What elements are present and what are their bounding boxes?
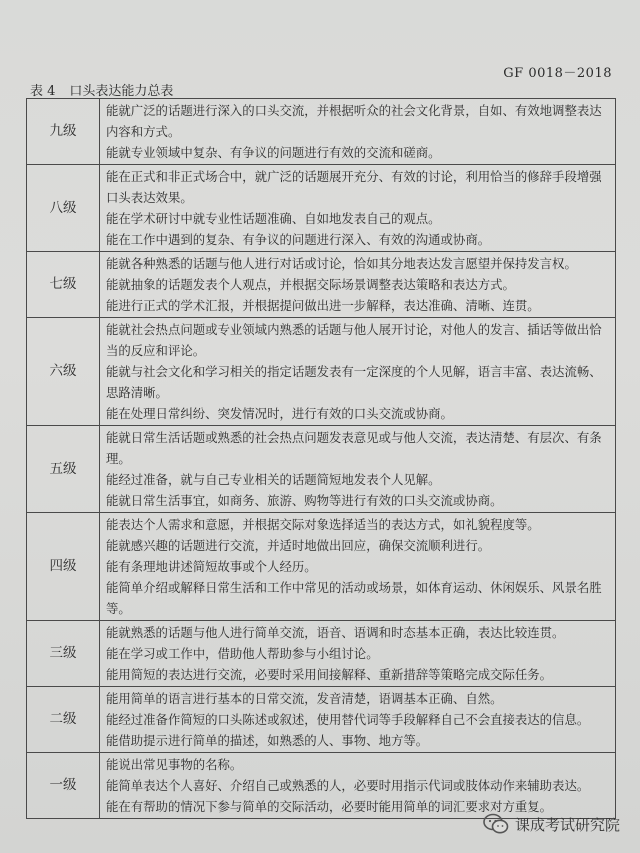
- description-line: 能在学术研讨中就专业性话题准确、自如地发表自己的观点。: [106, 211, 441, 226]
- level-name: 二级: [27, 687, 100, 753]
- level-description: [100, 621, 616, 687]
- level-description: [100, 318, 616, 426]
- level-description: [100, 165, 616, 252]
- wechat-icon: [483, 813, 509, 835]
- description-line: 能有条理地讲述简短故事或个人经历。: [106, 559, 317, 574]
- description-line: 能说出常见事物的名称。: [106, 757, 243, 772]
- doc-code: GF 0018－2018: [503, 66, 612, 81]
- level-name: 六级: [27, 318, 100, 426]
- description-line: 能就抽象的话题发表个人观点，并根据交际场景调整表达策略和表达方式。: [106, 277, 515, 292]
- table-row: [27, 99, 616, 165]
- level-name: 八级: [27, 165, 100, 252]
- level-description: [100, 687, 616, 753]
- table-row: [27, 252, 616, 318]
- oral-expression-table: [26, 98, 616, 819]
- table-row: [27, 426, 616, 513]
- table-row: [27, 753, 616, 819]
- table-title: 口头表达能力总表: [69, 84, 174, 99]
- description-line: 能在正式和非正式场合中，就广泛的话题展开充分、有效的讨论，利用恰当的修辞手段增强口头表达效果。: [106, 169, 602, 205]
- description-line: 能用简单的语言进行基本的日常交流，发音清楚，语调基本正确、自然。: [106, 691, 503, 706]
- description-line: 能就感兴趣的话题进行交流，并适时地做出回应，确保交流顺利进行。: [106, 538, 491, 553]
- table-number: 表 4: [30, 84, 56, 99]
- description-line: 能就专业领域中复杂、有争议的问题进行有效的交流和磋商。: [106, 145, 441, 160]
- description-line: 能就与社会文化和学习相关的指定话题发表有一定深度的个人见解，语言丰富、表达流畅、思路清晰。: [106, 364, 602, 400]
- description-line: 能就社会热点问题或专业领域内熟悉的话题与他人展开讨论，对他人的发言、插话等做出恰当的反应和评论。: [106, 322, 602, 358]
- description-line: 能简单介绍或解释日常生活和工作中常见的活动或场景，如体育运动、休闲娱乐、风景名胜等。: [106, 580, 602, 616]
- description-line: 能表达个人需求和意愿，并根据交际对象选择适当的表达方式，如礼貌程度等。: [106, 517, 540, 532]
- description-line: 能就各种熟悉的话题与他人进行对话或讨论，恰如其分地表达发言愿望并保持发言权。: [106, 256, 577, 271]
- level-description: [100, 99, 616, 165]
- table-row: [27, 621, 616, 687]
- description-line: 能进行正式的学术汇报，并根据提问做出进一步解释，表达准确、清晰、连贯。: [106, 298, 540, 313]
- watermark: [483, 813, 620, 835]
- level-description: [100, 753, 616, 819]
- description-line: 能就广泛的话题进行深入的口头交流，并根据听众的社会文化背景，自如、有效地调整表达内容和方式。: [106, 103, 602, 139]
- table-row: [27, 513, 616, 621]
- description-line: 能在有帮助的情况下参与简单的交际活动，必要时能用简单的词汇要求对方重复。: [106, 799, 553, 814]
- level-name: 七级: [27, 252, 100, 318]
- description-line: 能就日常生活话题或熟悉的社会热点问题发表意见或与他人交流，表达清楚、有层次、有条理。: [106, 430, 602, 466]
- description-line: 能借助提示进行简单的描述，如熟悉的人、事物、地方等。: [106, 733, 429, 748]
- watermark-text: 课成考试研究院: [514, 815, 620, 834]
- description-line: 能就熟悉的话题与他人进行简单交流，语音、语调和时态基本正确，表达比较连贯。: [106, 625, 565, 640]
- level-description: [100, 426, 616, 513]
- description-line: 能用简短的表达进行交流，必要时采用间接解释、重新措辞等策略完成交际任务。: [106, 667, 553, 682]
- description-line: 能就日常生活事宜，如商务、旅游、购物等进行有效的口头交流或协商。: [106, 493, 503, 508]
- level-description: [100, 252, 616, 318]
- level-name: 九级: [27, 99, 100, 165]
- description-line: 能简单表达个人喜好、介绍自己或熟悉的人，必要时用指示代词或肢体动作来辅助表达。: [106, 778, 590, 793]
- level-name: 三级: [27, 621, 100, 687]
- level-name: 一级: [27, 753, 100, 819]
- description-line: 能经过准备作简短的口头陈述或叙述，使用替代词等手段解释自己不会直接表达的信息。: [106, 712, 590, 727]
- table-row: [27, 687, 616, 753]
- description-line: 能在处理日常纠纷、突发情况时，进行有效的口头交流或协商。: [106, 406, 453, 421]
- description-line: 能经过准备，就与自己专业相关的话题简短地发表个人见解。: [106, 472, 441, 487]
- table-row: [27, 318, 616, 426]
- level-name: 五级: [27, 426, 100, 513]
- level-name: 四级: [27, 513, 100, 621]
- table-caption: [30, 80, 187, 99]
- description-line: 能在工作中遇到的复杂、有争议的问题进行深入、有效的沟通或协商。: [106, 232, 491, 247]
- table-row: [27, 165, 616, 252]
- level-description: [100, 513, 616, 621]
- description-line: 能在学习或工作中，借助他人帮助参与小组讨论。: [106, 646, 379, 661]
